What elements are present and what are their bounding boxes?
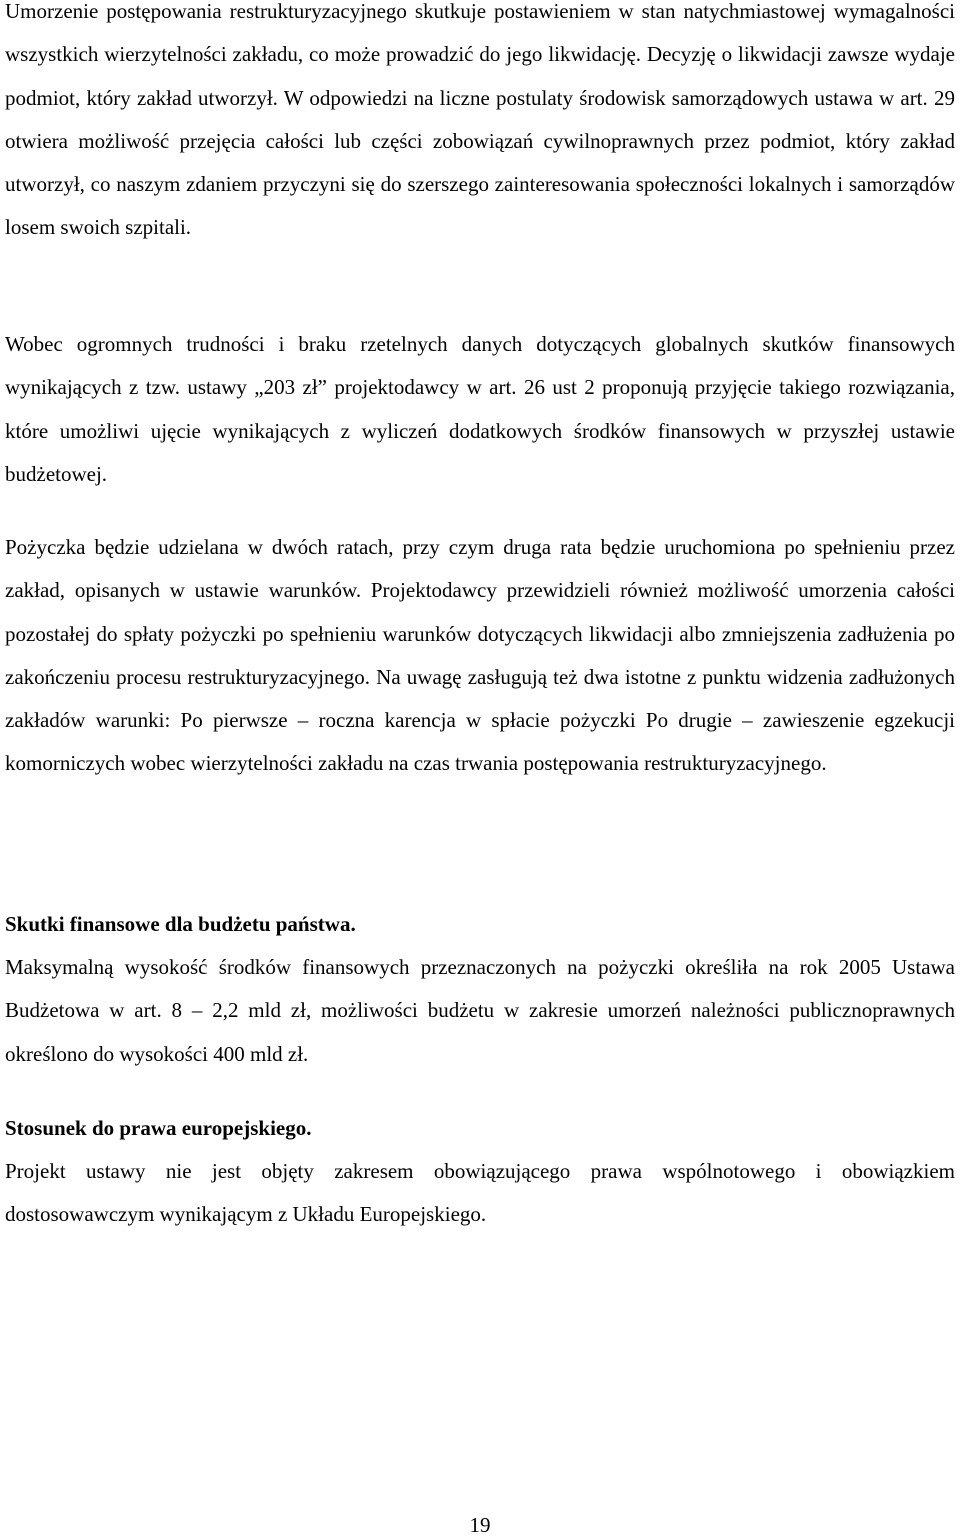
paragraph-financial-data: Wobec ogromnych trudności i braku rzetelnych danych dotyczących globalnych skutków finansowych wynikających z tzw. ustawy „203 zł” projektodawcy w art. 26 ust 2 proponują przyjęcie takiego rozwiązania, które umożliwi ujęcie wynikających z wyliczeń dodatkowych środków finansowych w przyszłej ustawie budżetowej. xyxy=(5,332,955,486)
paragraph-budget-amount: Maksymalną wysokość środków finansowych przeznaczonych na pożyczki określiła na rok 2005 Ustawa Budżetowa w art. 8 – 2,2 mld zł, możliwości budżetu w zakresie umorzeń należności publicznoprawnych określono do wysokości 400 mld zł. xyxy=(5,955,955,1066)
paragraph-restructuring-discontinuation: Umorzenie postępowania restrukturyzacyjnego skutkuje postawieniem w stan natychmiastowej wymagalności wszystkich wierzytelności zakładu, co może prowadzić do jego likwidację. Decyzję o likwidacji zawsze wydaje podmiot, który zakład utworzył. W odpowiedzi na liczne postulaty środowisk samorządowych ustawa w art. 29 otwiera możliwość przejęcia całości lub części zobowiązań cywilnoprawnych przez podmiot, który zakład utworzył, co naszym zdaniem przyczyni się do szerszego zainteresowania społeczności lokalnych i samorządów losem swoich szpitali. xyxy=(5,0,955,240)
heading-eu-law: Stosunek do prawa europejskiego. xyxy=(5,1116,312,1140)
paragraph-loan-installments: Pożyczka będzie udzielana w dwóch ratach, przy czym druga rata będzie uruchomiona po spełnieniu przez zakład, opisanych w ustawie warunków. Projektodawcy przewidzieli również możliwość umorzenia całości pozostałej do spłaty pożyczki po spełnieniu warunków dotyczących likwidacji albo zmniejszenia zadłużenia po zakończeniu procesu restrukturyzacyjnego. Na uwagę zasługują też dwa istotne z punktu widzenia zadłużonych zakładów warunki: Po pierwsze – roczna karencja w spłacie pożyczki Po drugie – zawieszenie egzekucji komorniczych wobec wierzytelności zakładu na czas trwania postępowania restrukturyzacyjnego. xyxy=(5,535,955,776)
paragraph-eu-law: Projekt ustawy nie jest objęty zakresem obowiązującego prawa wspólnotowego i obowiązkiem dostosowawczym wynikającym z Układu Europejskiego. xyxy=(5,1159,955,1227)
heading-financial-effects: Skutki finansowe dla budżetu państwa. xyxy=(5,912,356,936)
page-number: 19 xyxy=(469,1513,491,1537)
